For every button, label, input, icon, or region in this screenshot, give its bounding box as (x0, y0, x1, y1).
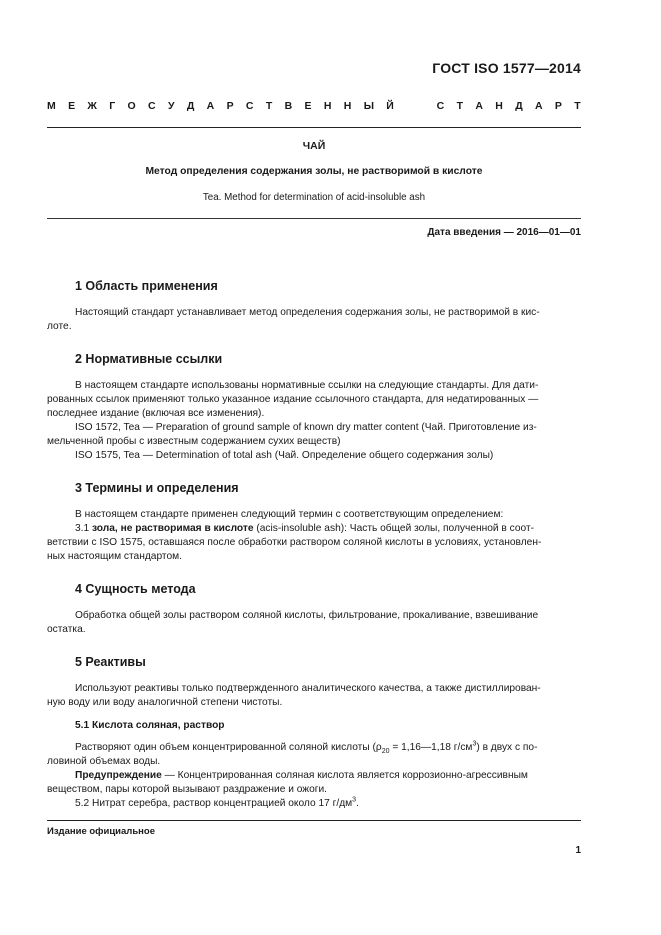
paragraph (47, 740, 581, 811)
section-heading: 4 Сущность метода (75, 582, 196, 596)
term-number: 3.1 (75, 523, 92, 534)
banner-letter: А (535, 100, 543, 112)
banner-letter: С (148, 100, 156, 112)
text-line: ловиной объемах воды. (47, 756, 161, 767)
title-divider (47, 218, 581, 219)
banner-letter: М (47, 100, 56, 112)
text-line: остатка. (47, 624, 86, 635)
superscript: 3 (472, 740, 477, 748)
banner-letter: Д (515, 100, 523, 112)
paragraph (47, 609, 581, 637)
text-line: ветствии с ISO 1575, оставшаяся после обработки раствором соляной кислоты в условиях, установлен- (47, 537, 542, 548)
section-terms-definitions (47, 480, 581, 564)
warning-text: — Концентрированная соляная кислота является коррозионно-агрессивным (161, 770, 528, 781)
banner-letter: Р (226, 100, 234, 112)
text-line: мельченной пробы с известным содержанием сухих веществ) (47, 436, 341, 447)
subscript: 20 (381, 748, 390, 756)
header-divider (47, 127, 581, 128)
text-fragment: . (356, 798, 359, 809)
introduction-date: Дата введения — 2016—01—01 (427, 227, 581, 238)
term-line (75, 522, 581, 536)
term-definition: (acis-insoluble ash): Часть общей золы, полученной в соот- (253, 523, 535, 534)
superscript: 3 (352, 796, 357, 804)
banner-letter: Е (68, 100, 76, 112)
text-fragment: Растворяют один объем концентрированной соляной кислоты (ρ (75, 742, 382, 753)
document-body (47, 278, 581, 811)
text-line: ную воду или воду аналогичной степени чистоты. (47, 697, 283, 708)
text-line: В настоящем стандарте применен следующий термин с соответствующим определением: (75, 509, 504, 520)
paragraph (47, 379, 581, 463)
text-fragment: ) в двух с по- (476, 742, 538, 753)
banner-letter: Н (323, 100, 332, 112)
document-subtitle-ru: Метод определения содержания золы, не растворимой в кислоте (145, 166, 483, 177)
document-subtitle-en: Tea. Method for determination of acid-insoluble ash (202, 192, 426, 203)
banner-letter: Д (186, 100, 195, 112)
banner-letter: Т (456, 100, 464, 112)
banner-letter: Ж (87, 100, 97, 112)
banner-letter: В (284, 100, 293, 112)
banner-letter: Г (109, 100, 116, 112)
section-heading: 2 Нормативные ссылки (75, 352, 223, 366)
text-line: ISO 1575, Tea — Determination of total ash (Чай. Определение общего содержания золы) (75, 450, 494, 461)
section-heading: 3 Термины и определения (75, 481, 239, 495)
banner-letter: Е (304, 100, 312, 112)
text-fragment: 5.2 Нитрат серебра, раствор концентрацией около 17 г/дм (75, 798, 353, 809)
page-number: 1 (575, 845, 581, 856)
banner-letter (406, 100, 409, 112)
banner-letter: Й (386, 100, 394, 112)
section-scope (47, 278, 581, 334)
banner-letter: Н (343, 100, 352, 112)
section-reagents (47, 654, 581, 811)
banner-letter (421, 100, 424, 112)
paragraph (47, 682, 581, 710)
banner-letter: С (436, 100, 445, 112)
warning-line (75, 769, 581, 783)
banner-letter: С (245, 100, 254, 112)
text-fragment: = 1,16—1,18 г/см (389, 742, 473, 753)
text-line: Настоящий стандарт устанавливает метод определения содержания золы, не растворимой в кис- (75, 307, 540, 318)
warning-label: Предупреждение (75, 770, 162, 781)
banner-letter: Т (265, 100, 273, 112)
text-line: ных настоящим стандартом. (47, 551, 182, 562)
text-line (75, 741, 581, 755)
banner-letter: Ы (363, 100, 374, 112)
subsection-heading: 5.1 Кислота соляная, раствор (75, 720, 225, 731)
interstate-standard-banner (47, 100, 581, 112)
banner-letter: Р (554, 100, 562, 112)
text-line (75, 797, 581, 811)
banner-letter: О (127, 100, 136, 112)
section-heading: 5 Реактивы (75, 655, 146, 669)
text-line: В настоящем стандарте использованы нормативные ссылки на следующие стандарты. Для дати- (75, 380, 539, 391)
text-line: лоте. (47, 321, 72, 332)
banner-letter: Н (495, 100, 503, 112)
term-name: зола, не растворимая в кислоте (92, 523, 254, 534)
footer-divider (47, 820, 581, 821)
banner-letter: А (475, 100, 483, 112)
banner-letter: Т (574, 100, 581, 112)
section-normative-references (47, 351, 581, 463)
text-line: Обработка общей золы раствором соляной кислоты, фильтрование, прокаливание, взвешивание (75, 610, 539, 621)
paragraph (47, 306, 581, 334)
text-line: Используют реактивы только подтвержденного аналитического качества, а также дистиллирован- (75, 683, 541, 694)
text-line: последнее издание (включая все изменения). (47, 408, 265, 419)
paragraph (47, 508, 581, 564)
text-line: веществом, пары которой вызывают раздражение и ожоги. (47, 784, 327, 795)
standard-number: ГОСТ ISO 1577—2014 (432, 60, 581, 76)
edition-note: Издание официальное (47, 826, 155, 837)
section-method-essence (47, 581, 581, 637)
text-line: ISO 1572, Tea — Preparation of ground sample of known dry matter content (Чай. Приготовление из- (75, 422, 537, 433)
banner-letter: А (206, 100, 215, 112)
document-title: ЧАЙ (302, 140, 326, 152)
section-heading: 1 Область применения (75, 279, 218, 293)
text-line: рованных ссылок применяют только указанное издание ссылочного стандарта, для недатированных — (47, 394, 539, 405)
banner-letter: У (167, 100, 175, 112)
